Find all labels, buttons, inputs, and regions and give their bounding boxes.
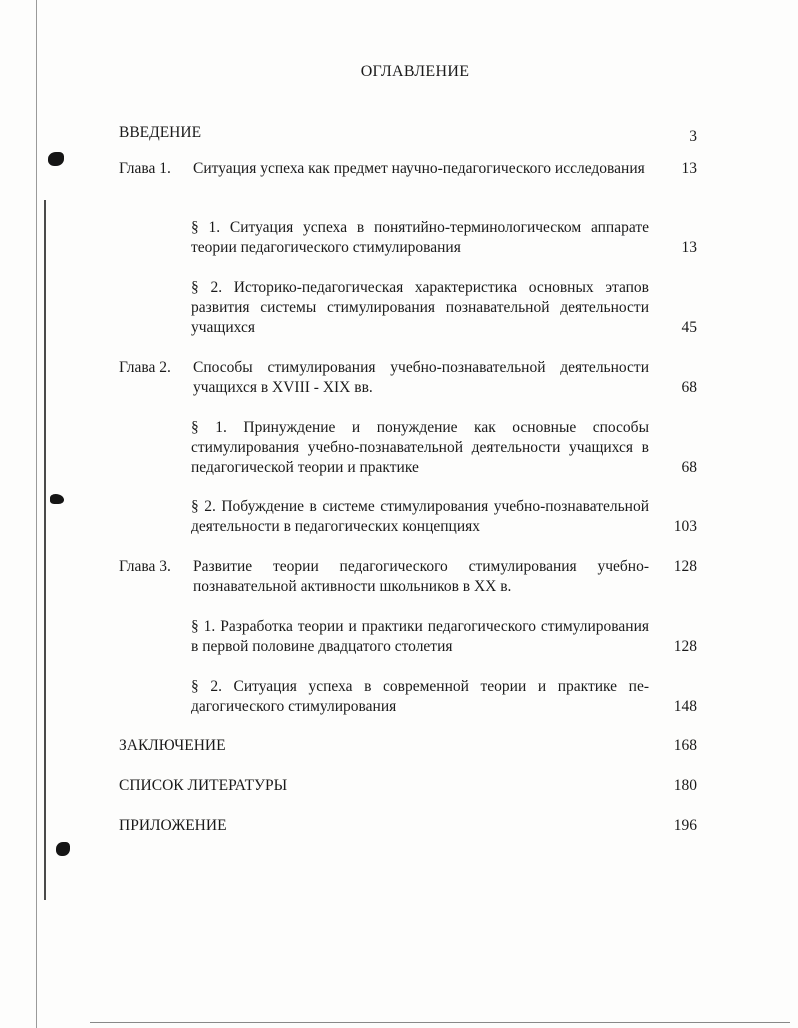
- toc-entry-section-3-2: [119, 677, 697, 717]
- binding-mark-middle: [50, 494, 64, 504]
- toc-entry-text: § 1. Принуждение и понуждение как основные способы стимулирования учебно-познавательной деятельности учащихся в педагогической теории и практике: [191, 419, 649, 476]
- toc-entry-page: 68: [681, 379, 697, 396]
- toc-entry-text: ПРИЛОЖЕНИЕ: [119, 817, 227, 834]
- toc-entry-label: Глава 1.: [119, 160, 171, 177]
- toc-entry-label: Глава 2.: [119, 359, 171, 376]
- toc-entry-page: 13: [681, 160, 697, 177]
- toc-entry-page: 196: [673, 817, 697, 834]
- toc-entry-page: 45: [681, 319, 697, 336]
- toc-entry-text: § 1. Разработка теории и практики педагогического стимулирования в первой половине двадцатого столетия: [191, 618, 649, 655]
- bottom-scan-line: [90, 1022, 790, 1023]
- toc-entry-page: 103: [673, 518, 697, 535]
- toc-entry-text: § 2. Ситуация успеха в современной теории и практике педагогического стимулирования: [191, 678, 649, 715]
- toc-entry-text: Способы стимулирования учебно-познавательной деятельности учащихся в XVIII - XIX вв.: [193, 359, 649, 396]
- binding-mark-bottom: [56, 842, 70, 856]
- toc-entry-introduction: [119, 123, 697, 145]
- toc-entry-chapter-3: [119, 557, 697, 597]
- toc-entry-section-2-1: [119, 418, 697, 478]
- toc-entry-section-1-1: [119, 218, 697, 258]
- toc-entry-text: § 2. Историко-педагогическая характеристика основных этапов развития системы стимулирования познавательной деятельности учащихся: [191, 279, 649, 336]
- toc-entry-page: 68: [681, 459, 697, 476]
- toc-entry-text: Развитие теории педагогического стимулирования учебно-познавательной активности школьников в XX в.: [193, 558, 649, 595]
- toc-entry-label: Глава 3.: [119, 558, 171, 575]
- toc-entry-page: 148: [673, 698, 697, 715]
- toc-entry-section-2-2: [119, 497, 697, 537]
- toc-entry-text: ВВЕДЕНИЕ: [119, 124, 202, 141]
- binding-edge-line: [36, 0, 37, 1028]
- toc-entry-page: 128: [673, 638, 697, 655]
- toc-entry-page: 128: [673, 558, 697, 575]
- toc-entry-page: 3: [689, 128, 697, 145]
- toc-entry-text: ЗАКЛЮЧЕНИЕ: [119, 737, 226, 754]
- toc-entry-chapter-2: [119, 358, 697, 398]
- toc-entry-page: 13: [681, 239, 697, 256]
- toc-entry-bibliography: [119, 776, 697, 798]
- toc-entry-section-1-2: [119, 278, 697, 338]
- toc-entry-page: 180: [673, 777, 697, 794]
- toc-entry-page: 168: [673, 737, 697, 754]
- binding-mark-top: [48, 152, 64, 166]
- toc-entry-text: § 2. Побуждение в системе стимулирования учебно-познавательной деятельности в педагогических концепциях: [191, 498, 649, 535]
- toc-entry-text: СПИСОК ЛИТЕРАТУРЫ: [119, 777, 288, 794]
- binding-edge-line-dark: [44, 200, 46, 900]
- toc-entry-text: Ситуация успеха как предмет научно-педагогического исследования: [193, 160, 645, 177]
- page-title: ОГЛАВЛЕНИЕ: [360, 63, 470, 80]
- toc-entry-conclusion: [119, 736, 697, 758]
- toc-entry-appendix: [119, 816, 697, 838]
- toc-entry-text: § 1. Ситуация успеха в понятийно-терминологическом аппарате теории педагогического стимулирования: [191, 219, 649, 256]
- toc-entry-chapter-1: [119, 159, 697, 199]
- toc-entry-section-3-1: [119, 617, 697, 657]
